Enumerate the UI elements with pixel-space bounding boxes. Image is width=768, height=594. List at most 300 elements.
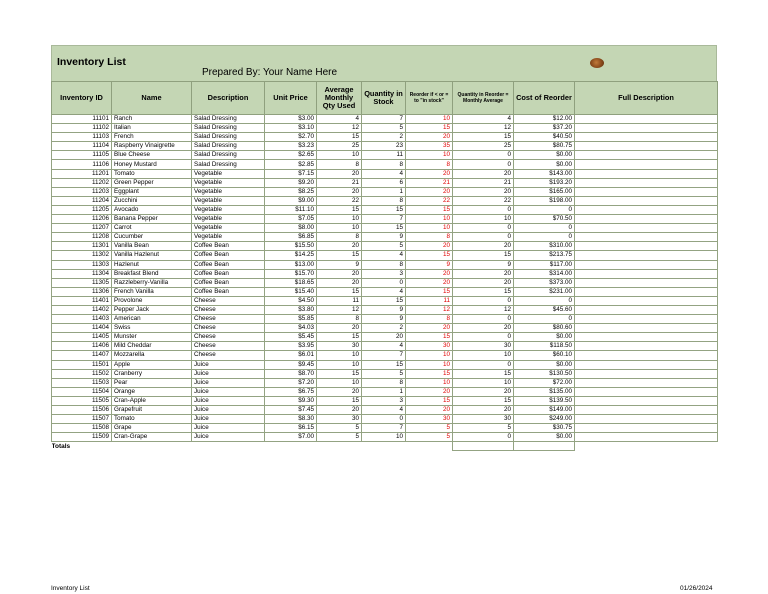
name-cell[interactable]: Grapefruit	[112, 406, 192, 415]
unit-price-cell[interactable]: $9.00	[265, 196, 317, 205]
description-cell[interactable]: Juice	[192, 424, 265, 433]
cost-of-reorder-cell[interactable]: $373.00	[514, 278, 575, 287]
name-cell[interactable]: Razzleberry-Vanilla	[112, 278, 192, 287]
full-description-cell[interactable]	[575, 196, 718, 205]
name-cell[interactable]: Swiss	[112, 324, 192, 333]
qty-in-stock-cell[interactable]: 3	[362, 396, 406, 405]
inventory-id-cell[interactable]: 11206	[52, 215, 112, 224]
full-description-cell[interactable]	[575, 151, 718, 160]
name-cell[interactable]: Cran-Apple	[112, 396, 192, 405]
reorder-if-cell[interactable]: 21	[406, 178, 453, 187]
cost-of-reorder-cell[interactable]: 0	[514, 224, 575, 233]
avg-monthly-qty-cell[interactable]: 20	[317, 169, 362, 178]
qty-in-reorder-cell[interactable]: 0	[453, 333, 514, 342]
unit-price-cell[interactable]: $6.01	[265, 351, 317, 360]
inventory-id-cell[interactable]: 11402	[52, 305, 112, 314]
name-cell[interactable]: Tomato	[112, 169, 192, 178]
qty-in-reorder-cell[interactable]: 20	[453, 406, 514, 415]
inventory-id-cell[interactable]: 11305	[52, 278, 112, 287]
qty-in-reorder-cell[interactable]: 20	[453, 324, 514, 333]
inventory-id-cell[interactable]: 11303	[52, 260, 112, 269]
qty-in-stock-cell[interactable]: 8	[362, 196, 406, 205]
inventory-id-cell[interactable]: 11106	[52, 160, 112, 169]
description-cell[interactable]: Juice	[192, 415, 265, 424]
unit-price-cell[interactable]: $6.15	[265, 424, 317, 433]
reorder-if-cell[interactable]: 8	[406, 315, 453, 324]
inventory-id-cell[interactable]: 11103	[52, 133, 112, 142]
inventory-id-cell[interactable]: 11306	[52, 287, 112, 296]
qty-in-reorder-cell[interactable]: 0	[453, 151, 514, 160]
reorder-if-cell[interactable]: 15	[406, 124, 453, 133]
full-description-cell[interactable]	[575, 178, 718, 187]
qty-in-reorder-cell[interactable]: 25	[453, 142, 514, 151]
unit-price-cell[interactable]: $7.20	[265, 378, 317, 387]
name-cell[interactable]: Orange	[112, 387, 192, 396]
cost-of-reorder-cell[interactable]: 0	[514, 233, 575, 242]
avg-monthly-qty-cell[interactable]: 15	[317, 287, 362, 296]
qty-in-stock-cell[interactable]: 15	[362, 205, 406, 214]
full-description-cell[interactable]	[575, 315, 718, 324]
description-cell[interactable]: Cheese	[192, 351, 265, 360]
unit-price-cell[interactable]: $11.10	[265, 205, 317, 214]
full-description-cell[interactable]	[575, 251, 718, 260]
avg-monthly-qty-cell[interactable]: 8	[317, 315, 362, 324]
unit-price-cell[interactable]: $7.00	[265, 433, 317, 442]
inventory-id-cell[interactable]: 11207	[52, 224, 112, 233]
full-description-cell[interactable]	[575, 124, 718, 133]
unit-price-cell[interactable]: $3.10	[265, 124, 317, 133]
totals-cost-cell[interactable]	[514, 442, 575, 451]
unit-price-cell[interactable]: $18.65	[265, 278, 317, 287]
reorder-if-cell[interactable]: 10	[406, 115, 453, 124]
unit-price-cell[interactable]: $8.00	[265, 224, 317, 233]
description-cell[interactable]: Salad Dressing	[192, 124, 265, 133]
avg-monthly-qty-cell[interactable]: 20	[317, 406, 362, 415]
description-cell[interactable]: Salad Dressing	[192, 115, 265, 124]
unit-price-cell[interactable]: $2.65	[265, 151, 317, 160]
cost-of-reorder-cell[interactable]: $231.00	[514, 287, 575, 296]
qty-in-stock-cell[interactable]: 4	[362, 406, 406, 415]
qty-in-reorder-cell[interactable]: 0	[453, 315, 514, 324]
description-cell[interactable]: Cheese	[192, 296, 265, 305]
unit-price-cell[interactable]: $3.23	[265, 142, 317, 151]
reorder-if-cell[interactable]: 11	[406, 296, 453, 305]
qty-in-reorder-cell[interactable]: 20	[453, 169, 514, 178]
qty-in-stock-cell[interactable]: 1	[362, 387, 406, 396]
reorder-if-cell[interactable]: 15	[406, 251, 453, 260]
inventory-id-cell[interactable]: 11302	[52, 251, 112, 260]
description-cell[interactable]: Coffee Bean	[192, 287, 265, 296]
unit-price-cell[interactable]: $6.75	[265, 387, 317, 396]
unit-price-cell[interactable]: $13.00	[265, 260, 317, 269]
qty-in-stock-cell[interactable]: 2	[362, 324, 406, 333]
full-description-cell[interactable]	[575, 278, 718, 287]
reorder-if-cell[interactable]: 20	[406, 269, 453, 278]
name-cell[interactable]: Breakfast Blend	[112, 269, 192, 278]
qty-in-reorder-cell[interactable]: 15	[453, 369, 514, 378]
col-header-qty-in-stock[interactable]: Quantity in Stock	[362, 82, 406, 115]
avg-monthly-qty-cell[interactable]: 25	[317, 142, 362, 151]
description-cell[interactable]: Vegetable	[192, 215, 265, 224]
name-cell[interactable]: Cranberry	[112, 369, 192, 378]
cost-of-reorder-cell[interactable]: $118.50	[514, 342, 575, 351]
name-cell[interactable]: French	[112, 133, 192, 142]
full-description-cell[interactable]	[575, 433, 718, 442]
avg-monthly-qty-cell[interactable]: 20	[317, 269, 362, 278]
qty-in-stock-cell[interactable]: 0	[362, 278, 406, 287]
unit-price-cell[interactable]: $15.70	[265, 269, 317, 278]
inventory-id-cell[interactable]: 11407	[52, 351, 112, 360]
description-cell[interactable]: Vegetable	[192, 178, 265, 187]
qty-in-stock-cell[interactable]: 9	[362, 305, 406, 314]
qty-in-reorder-cell[interactable]: 20	[453, 187, 514, 196]
full-description-cell[interactable]	[575, 187, 718, 196]
description-cell[interactable]: Coffee Bean	[192, 242, 265, 251]
cost-of-reorder-cell[interactable]: $0.00	[514, 160, 575, 169]
unit-price-cell[interactable]: $4.50	[265, 296, 317, 305]
description-cell[interactable]: Vegetable	[192, 205, 265, 214]
cost-of-reorder-cell[interactable]: $117.00	[514, 260, 575, 269]
avg-monthly-qty-cell[interactable]: 20	[317, 187, 362, 196]
avg-monthly-qty-cell[interactable]: 10	[317, 360, 362, 369]
description-cell[interactable]: Juice	[192, 396, 265, 405]
qty-in-stock-cell[interactable]: 15	[362, 360, 406, 369]
cost-of-reorder-cell[interactable]: $80.75	[514, 142, 575, 151]
qty-in-reorder-cell[interactable]: 15	[453, 396, 514, 405]
reorder-if-cell[interactable]: 20	[406, 406, 453, 415]
reorder-if-cell[interactable]: 20	[406, 278, 453, 287]
cost-of-reorder-cell[interactable]: 0	[514, 296, 575, 305]
description-cell[interactable]: Cheese	[192, 324, 265, 333]
name-cell[interactable]: Avocado	[112, 205, 192, 214]
qty-in-reorder-cell[interactable]: 10	[453, 378, 514, 387]
full-description-cell[interactable]	[575, 342, 718, 351]
description-cell[interactable]: Cheese	[192, 315, 265, 324]
avg-monthly-qty-cell[interactable]: 8	[317, 160, 362, 169]
name-cell[interactable]: Grape	[112, 424, 192, 433]
avg-monthly-qty-cell[interactable]: 11	[317, 296, 362, 305]
name-cell[interactable]: Eggplant	[112, 187, 192, 196]
name-cell[interactable]: Banana Pepper	[112, 215, 192, 224]
description-cell[interactable]: Vegetable	[192, 233, 265, 242]
avg-monthly-qty-cell[interactable]: 20	[317, 324, 362, 333]
unit-price-cell[interactable]: $6.85	[265, 233, 317, 242]
avg-monthly-qty-cell[interactable]: 5	[317, 424, 362, 433]
cost-of-reorder-cell[interactable]: $80.60	[514, 324, 575, 333]
inventory-id-cell[interactable]: 11201	[52, 169, 112, 178]
avg-monthly-qty-cell[interactable]: 10	[317, 351, 362, 360]
description-cell[interactable]: Salad Dressing	[192, 160, 265, 169]
avg-monthly-qty-cell[interactable]: 15	[317, 333, 362, 342]
reorder-if-cell[interactable]: 10	[406, 378, 453, 387]
unit-price-cell[interactable]: $8.70	[265, 369, 317, 378]
qty-in-stock-cell[interactable]: 20	[362, 333, 406, 342]
avg-monthly-qty-cell[interactable]: 15	[317, 251, 362, 260]
full-description-cell[interactable]	[575, 424, 718, 433]
reorder-if-cell[interactable]: 10	[406, 151, 453, 160]
cost-of-reorder-cell[interactable]: $0.00	[514, 151, 575, 160]
reorder-if-cell[interactable]: 15	[406, 205, 453, 214]
unit-price-cell[interactable]: $15.50	[265, 242, 317, 251]
qty-in-stock-cell[interactable]: 8	[362, 260, 406, 269]
inventory-id-cell[interactable]: 11401	[52, 296, 112, 305]
avg-monthly-qty-cell[interactable]: 10	[317, 224, 362, 233]
inventory-id-cell[interactable]: 11203	[52, 187, 112, 196]
full-description-cell[interactable]	[575, 160, 718, 169]
avg-monthly-qty-cell[interactable]: 15	[317, 205, 362, 214]
reorder-if-cell[interactable]: 20	[406, 387, 453, 396]
full-description-cell[interactable]	[575, 387, 718, 396]
qty-in-stock-cell[interactable]: 7	[362, 351, 406, 360]
inventory-id-cell[interactable]: 11301	[52, 242, 112, 251]
inventory-id-cell[interactable]: 11503	[52, 378, 112, 387]
reorder-if-cell[interactable]: 15	[406, 333, 453, 342]
description-cell[interactable]: Vegetable	[192, 224, 265, 233]
description-cell[interactable]: Coffee Bean	[192, 278, 265, 287]
reorder-if-cell[interactable]: 5	[406, 424, 453, 433]
col-header-description[interactable]: Description	[192, 82, 265, 115]
cost-of-reorder-cell[interactable]: $198.00	[514, 196, 575, 205]
qty-in-reorder-cell[interactable]: 20	[453, 387, 514, 396]
inventory-id-cell[interactable]: 11304	[52, 269, 112, 278]
qty-in-stock-cell[interactable]: 5	[362, 242, 406, 251]
qty-in-reorder-cell[interactable]: 15	[453, 287, 514, 296]
qty-in-reorder-cell[interactable]: 12	[453, 305, 514, 314]
unit-price-cell[interactable]: $9.30	[265, 396, 317, 405]
avg-monthly-qty-cell[interactable]: 5	[317, 433, 362, 442]
unit-price-cell[interactable]: $8.25	[265, 187, 317, 196]
description-cell[interactable]: Coffee Bean	[192, 251, 265, 260]
cost-of-reorder-cell[interactable]: $149.00	[514, 406, 575, 415]
qty-in-reorder-cell[interactable]: 5	[453, 424, 514, 433]
description-cell[interactable]: Cheese	[192, 333, 265, 342]
qty-in-reorder-cell[interactable]: 20	[453, 278, 514, 287]
full-description-cell[interactable]	[575, 360, 718, 369]
cost-of-reorder-cell[interactable]: 0	[514, 205, 575, 214]
qty-in-reorder-cell[interactable]: 10	[453, 215, 514, 224]
reorder-if-cell[interactable]: 12	[406, 305, 453, 314]
full-description-cell[interactable]	[575, 351, 718, 360]
name-cell[interactable]: Ranch	[112, 115, 192, 124]
name-cell[interactable]: Vanilla Bean	[112, 242, 192, 251]
name-cell[interactable]: Tomato	[112, 415, 192, 424]
qty-in-stock-cell[interactable]: 4	[362, 169, 406, 178]
reorder-if-cell[interactable]: 22	[406, 196, 453, 205]
avg-monthly-qty-cell[interactable]: 15	[317, 133, 362, 142]
name-cell[interactable]: Italian	[112, 124, 192, 133]
reorder-if-cell[interactable]: 10	[406, 215, 453, 224]
name-cell[interactable]: Blue Cheese	[112, 151, 192, 160]
inventory-id-cell[interactable]: 11502	[52, 369, 112, 378]
full-description-cell[interactable]	[575, 333, 718, 342]
qty-in-reorder-cell[interactable]: 15	[453, 251, 514, 260]
qty-in-stock-cell[interactable]: 15	[362, 224, 406, 233]
qty-in-reorder-cell[interactable]: 30	[453, 415, 514, 424]
qty-in-reorder-cell[interactable]: 30	[453, 342, 514, 351]
full-description-cell[interactable]	[575, 396, 718, 405]
qty-in-stock-cell[interactable]: 6	[362, 178, 406, 187]
cost-of-reorder-cell[interactable]: $30.75	[514, 424, 575, 433]
qty-in-stock-cell[interactable]: 4	[362, 342, 406, 351]
name-cell[interactable]: Vanilla Hazlenut	[112, 251, 192, 260]
reorder-if-cell[interactable]: 5	[406, 433, 453, 442]
inventory-id-cell[interactable]: 11509	[52, 433, 112, 442]
unit-price-cell[interactable]: $15.40	[265, 287, 317, 296]
qty-in-reorder-cell[interactable]: 9	[453, 260, 514, 269]
inventory-id-cell[interactable]: 11102	[52, 124, 112, 133]
name-cell[interactable]: Zucchini	[112, 196, 192, 205]
unit-price-cell[interactable]: $7.15	[265, 169, 317, 178]
inventory-id-cell[interactable]: 11105	[52, 151, 112, 160]
reorder-if-cell[interactable]: 30	[406, 415, 453, 424]
qty-in-stock-cell[interactable]: 7	[362, 115, 406, 124]
reorder-if-cell[interactable]: 8	[406, 160, 453, 169]
description-cell[interactable]: Juice	[192, 360, 265, 369]
qty-in-reorder-cell[interactable]: 22	[453, 196, 514, 205]
qty-in-stock-cell[interactable]: 4	[362, 251, 406, 260]
name-cell[interactable]: Raspberry Vinaigrette	[112, 142, 192, 151]
qty-in-stock-cell[interactable]: 7	[362, 424, 406, 433]
reorder-if-cell[interactable]: 20	[406, 133, 453, 142]
full-description-cell[interactable]	[575, 269, 718, 278]
name-cell[interactable]: American	[112, 315, 192, 324]
full-description-cell[interactable]	[575, 215, 718, 224]
reorder-if-cell[interactable]: 10	[406, 351, 453, 360]
qty-in-reorder-cell[interactable]: 0	[453, 296, 514, 305]
name-cell[interactable]: Hazlenut	[112, 260, 192, 269]
unit-price-cell[interactable]: $2.70	[265, 133, 317, 142]
full-description-cell[interactable]	[575, 324, 718, 333]
qty-in-reorder-cell[interactable]: 0	[453, 360, 514, 369]
description-cell[interactable]: Juice	[192, 433, 265, 442]
full-description-cell[interactable]	[575, 205, 718, 214]
cost-of-reorder-cell[interactable]: $135.00	[514, 387, 575, 396]
description-cell[interactable]: Cheese	[192, 305, 265, 314]
col-header-qty-in-reorder[interactable]: Quantity in Reorder = Monthly Average	[453, 82, 514, 115]
col-header-unit-price[interactable]: Unit Price	[265, 82, 317, 115]
avg-monthly-qty-cell[interactable]: 15	[317, 396, 362, 405]
name-cell[interactable]: Cran-Grape	[112, 433, 192, 442]
cost-of-reorder-cell[interactable]: $143.00	[514, 169, 575, 178]
qty-in-stock-cell[interactable]: 1	[362, 187, 406, 196]
qty-in-reorder-cell[interactable]: 0	[453, 205, 514, 214]
full-description-cell[interactable]	[575, 260, 718, 269]
avg-monthly-qty-cell[interactable]: 12	[317, 124, 362, 133]
col-header-full-description[interactable]: Full Description	[575, 82, 718, 115]
cost-of-reorder-cell[interactable]: 0	[514, 315, 575, 324]
description-cell[interactable]: Juice	[192, 387, 265, 396]
qty-in-stock-cell[interactable]: 15	[362, 296, 406, 305]
qty-in-stock-cell[interactable]: 5	[362, 124, 406, 133]
reorder-if-cell[interactable]: 10	[406, 224, 453, 233]
inventory-id-cell[interactable]: 11404	[52, 324, 112, 333]
cost-of-reorder-cell[interactable]: $213.75	[514, 251, 575, 260]
unit-price-cell[interactable]: $9.20	[265, 178, 317, 187]
avg-monthly-qty-cell[interactable]: 20	[317, 387, 362, 396]
unit-price-cell[interactable]: $7.45	[265, 406, 317, 415]
cost-of-reorder-cell[interactable]: $70.50	[514, 215, 575, 224]
full-description-cell[interactable]	[575, 406, 718, 415]
cost-of-reorder-cell[interactable]: $139.50	[514, 396, 575, 405]
inventory-id-cell[interactable]: 11403	[52, 315, 112, 324]
cost-of-reorder-cell[interactable]: $314.00	[514, 269, 575, 278]
reorder-if-cell[interactable]: 15	[406, 369, 453, 378]
avg-monthly-qty-cell[interactable]: 15	[317, 369, 362, 378]
avg-monthly-qty-cell[interactable]: 10	[317, 151, 362, 160]
cost-of-reorder-cell[interactable]: $310.00	[514, 242, 575, 251]
reorder-if-cell[interactable]: 10	[406, 360, 453, 369]
qty-in-stock-cell[interactable]: 9	[362, 233, 406, 242]
qty-in-reorder-cell[interactable]: 20	[453, 269, 514, 278]
unit-price-cell[interactable]: $5.85	[265, 315, 317, 324]
unit-price-cell[interactable]: $3.95	[265, 342, 317, 351]
totals-qty-reorder-cell[interactable]	[453, 442, 514, 451]
name-cell[interactable]: Cucumber	[112, 233, 192, 242]
inventory-id-cell[interactable]: 11405	[52, 333, 112, 342]
avg-monthly-qty-cell[interactable]: 30	[317, 415, 362, 424]
cost-of-reorder-cell[interactable]: $60.10	[514, 351, 575, 360]
cost-of-reorder-cell[interactable]: $0.00	[514, 333, 575, 342]
description-cell[interactable]: Juice	[192, 378, 265, 387]
inventory-id-cell[interactable]: 11202	[52, 178, 112, 187]
avg-monthly-qty-cell[interactable]: 20	[317, 278, 362, 287]
avg-monthly-qty-cell[interactable]: 8	[317, 233, 362, 242]
qty-in-stock-cell[interactable]: 8	[362, 160, 406, 169]
name-cell[interactable]: Mild Cheddar	[112, 342, 192, 351]
reorder-if-cell[interactable]: 35	[406, 142, 453, 151]
description-cell[interactable]: Vegetable	[192, 169, 265, 178]
avg-monthly-qty-cell[interactable]: 12	[317, 305, 362, 314]
inventory-id-cell[interactable]: 11406	[52, 342, 112, 351]
avg-monthly-qty-cell[interactable]: 30	[317, 342, 362, 351]
qty-in-stock-cell[interactable]: 0	[362, 415, 406, 424]
cost-of-reorder-cell[interactable]: $0.00	[514, 360, 575, 369]
name-cell[interactable]: Pepper Jack	[112, 305, 192, 314]
qty-in-stock-cell[interactable]: 5	[362, 369, 406, 378]
cost-of-reorder-cell[interactable]: $130.50	[514, 369, 575, 378]
col-header-avg-monthly-qty[interactable]: Average Monthly Qty Used	[317, 82, 362, 115]
avg-monthly-qty-cell[interactable]: 4	[317, 115, 362, 124]
full-description-cell[interactable]	[575, 242, 718, 251]
avg-monthly-qty-cell[interactable]: 22	[317, 196, 362, 205]
avg-monthly-qty-cell[interactable]: 10	[317, 215, 362, 224]
qty-in-stock-cell[interactable]: 2	[362, 133, 406, 142]
cost-of-reorder-cell[interactable]: $45.60	[514, 305, 575, 314]
inventory-id-cell[interactable]: 11205	[52, 205, 112, 214]
cost-of-reorder-cell[interactable]: $72.00	[514, 378, 575, 387]
avg-monthly-qty-cell[interactable]: 9	[317, 260, 362, 269]
description-cell[interactable]: Salad Dressing	[192, 142, 265, 151]
unit-price-cell[interactable]: $9.45	[265, 360, 317, 369]
unit-price-cell[interactable]: $14.25	[265, 251, 317, 260]
reorder-if-cell[interactable]: 15	[406, 287, 453, 296]
cost-of-reorder-cell[interactable]: $193.20	[514, 178, 575, 187]
name-cell[interactable]: Honey Mustard	[112, 160, 192, 169]
reorder-if-cell[interactable]: 20	[406, 242, 453, 251]
qty-in-reorder-cell[interactable]: 12	[453, 124, 514, 133]
qty-in-stock-cell[interactable]: 11	[362, 151, 406, 160]
inventory-id-cell[interactable]: 11506	[52, 406, 112, 415]
name-cell[interactable]: Apple	[112, 360, 192, 369]
col-header-reorder-if[interactable]: Reorder if < or = to "in stock"	[406, 82, 453, 115]
name-cell[interactable]: Provolone	[112, 296, 192, 305]
qty-in-stock-cell[interactable]: 4	[362, 287, 406, 296]
qty-in-reorder-cell[interactable]: 0	[453, 160, 514, 169]
description-cell[interactable]: Cheese	[192, 342, 265, 351]
unit-price-cell[interactable]: $8.30	[265, 415, 317, 424]
reorder-if-cell[interactable]: 30	[406, 342, 453, 351]
reorder-if-cell[interactable]: 20	[406, 187, 453, 196]
